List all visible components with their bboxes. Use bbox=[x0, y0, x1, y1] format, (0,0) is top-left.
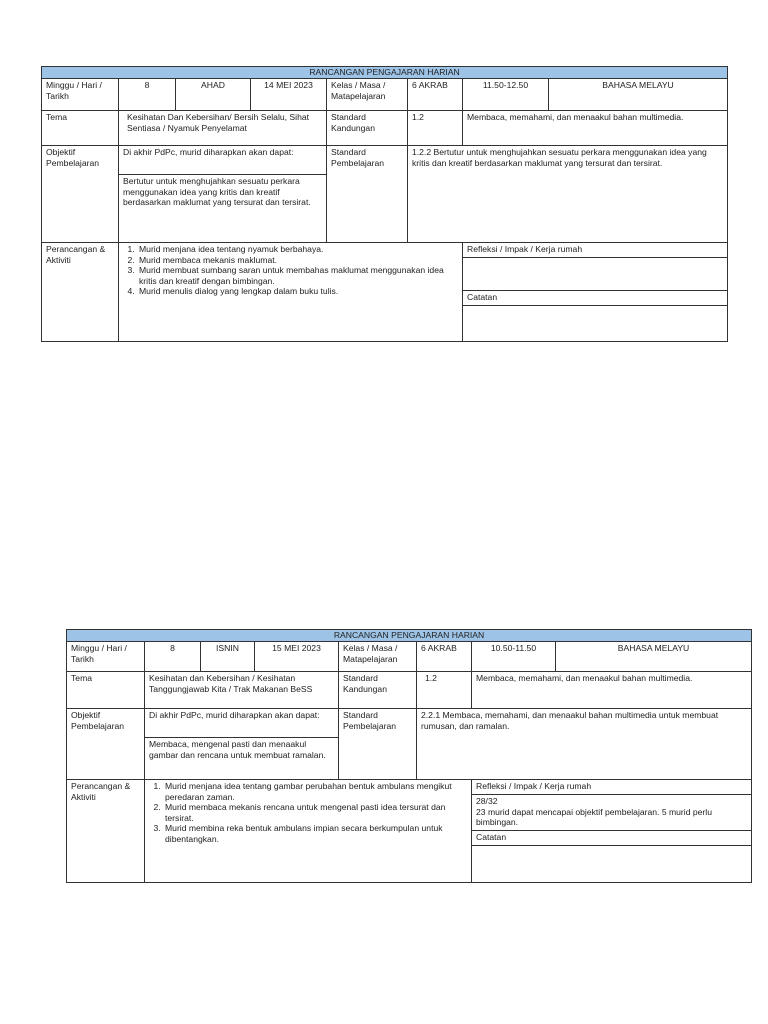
hari-value: AHAD bbox=[176, 79, 251, 111]
plan-header: RANCANGAN PENGAJARAN HARIAN bbox=[67, 630, 752, 642]
sp-text: 2.2.1 Membaca, memahami, dan menaakul bahan multimedia untuk membuat rumusan, dan ramalan. bbox=[417, 709, 752, 780]
aktiviti-list bbox=[149, 781, 467, 844]
objektif-text: Bertutur untuk menghujahkan sesuatu perkara menggunakan idea yang kritis dan kreatif berdasarkan maklumat yang tersurat dan tersirat. bbox=[123, 176, 311, 207]
aktiviti-list bbox=[123, 244, 458, 297]
refleksi-label: Refleksi / Impak / Kerja rumah bbox=[472, 780, 751, 795]
aktiviti-label: Perancangan & Aktiviti bbox=[42, 243, 119, 342]
aktiviti-cell bbox=[145, 780, 472, 883]
plan-header: RANCANGAN PENGAJARAN HARIAN bbox=[42, 67, 728, 79]
aktiviti-item: 3. Murid membina reka bentuk ambulans impian secara berkumpulan untuk dibentangkan. bbox=[163, 823, 467, 844]
tarikh-value: 15 MEI 2023 bbox=[255, 642, 339, 672]
aktiviti-item: 4. Murid menulis dialog yang lengkap dalam buku tulis. bbox=[137, 286, 458, 297]
aktiviti-item: 3. Murid membuat sumbang saran untuk membahas maklumat menggunakan idea kritis dan kreatif dengan bimbingan. bbox=[137, 265, 458, 286]
objektif-label: Objektif Pembelajaran bbox=[67, 709, 145, 780]
kelas-value: 6 AKRAB bbox=[417, 642, 472, 672]
catatan-value bbox=[463, 306, 727, 308]
sk-text: Membaca, memahami, dan menaakul bahan multimedia. bbox=[463, 111, 728, 146]
catatan-label: Catatan bbox=[472, 831, 751, 846]
kelas-label: Kelas / Masa / Matapelajaran bbox=[327, 79, 408, 111]
masa-value: 11.50-12.50 bbox=[463, 79, 549, 111]
subjek-value: BAHASA MELAYU bbox=[556, 642, 752, 672]
aktiviti-item: 2. Murid membaca mekanis rencana untuk mengenal pasti idea tersurat dan tersirat. bbox=[163, 802, 467, 823]
masa-value: 10.50-11.50 bbox=[472, 642, 556, 672]
minggu-value: 8 bbox=[119, 79, 176, 111]
objektif-label: Objektif Pembelajaran bbox=[42, 146, 119, 243]
aktiviti-item: 1. Murid menjana idea tentang gambar perubahan bentuk ambulans mengikut peredaran zaman. bbox=[163, 781, 467, 802]
aktiviti-item: 1. Murid menjana idea tentang nyamuk berbahaya. bbox=[137, 244, 458, 255]
sk-code: 1.2 bbox=[417, 672, 472, 709]
lesson-plan-table-1 bbox=[41, 66, 728, 342]
refleksi-line-1: 28/32 bbox=[476, 796, 498, 806]
aktiviti-cell bbox=[119, 243, 463, 342]
minggu-label: Minggu / Hari / Tarikh bbox=[67, 642, 145, 672]
kelas-value: 6 AKRAB bbox=[408, 79, 463, 111]
hari-value: ISNIN bbox=[201, 642, 255, 672]
refleksi-value bbox=[472, 795, 751, 831]
refleksi-catatan-cell bbox=[463, 243, 728, 342]
sp-label: Standard Pembelajaran bbox=[327, 146, 408, 243]
sk-code: 1.2 bbox=[408, 111, 463, 146]
tema-label: Tema bbox=[42, 111, 119, 146]
catatan-label: Catatan bbox=[463, 291, 727, 306]
sk-text: Membaca, memahami, dan menaakul bahan multimedia. bbox=[472, 672, 752, 709]
objektif-text: Membaca, mengenal pasti dan menaakul gambar dan rencana untuk membuat ramalan. bbox=[149, 739, 326, 760]
sp-label: Standard Pembelajaran bbox=[339, 709, 417, 780]
kelas-label: Kelas / Masa / Matapelajaran bbox=[339, 642, 417, 672]
sp-text: 1.2.2 Bertutur untuk menghujahkan sesuatu perkara menggunakan idea yang kritis dan kreatif berdasarkan maklumat yang tersurat dan tersirat. bbox=[408, 146, 728, 243]
aktiviti-item: 2. Murid membaca mekanis maklumat. bbox=[137, 255, 458, 266]
aktiviti-label: Perancangan & Aktiviti bbox=[67, 780, 145, 883]
subjek-value: BAHASA MELAYU bbox=[549, 79, 728, 111]
tema-label: Tema bbox=[67, 672, 145, 709]
minggu-label: Minggu / Hari / Tarikh bbox=[42, 79, 119, 111]
refleksi-catatan-cell bbox=[472, 780, 752, 883]
objektif-cell bbox=[119, 146, 327, 243]
refleksi-line-2: 23 murid dapat mencapai objektif pembelajaran. 5 murid perlu bimbingan. bbox=[476, 806, 712, 827]
minggu-value: 8 bbox=[145, 642, 201, 672]
objektif-cell bbox=[145, 709, 339, 780]
tarikh-value: 14 MEI 2023 bbox=[251, 79, 327, 111]
sk-label: Standard Kandungan bbox=[327, 111, 408, 146]
objektif-intro: Di akhir PdPc, murid diharapkan akan dapat: bbox=[145, 709, 338, 738]
objektif-intro: Di akhir PdPc, murid diharapkan akan dapat: bbox=[119, 146, 326, 175]
tema-value: Kesihatan Dan Kebersihan/ Bersih Selalu, Sihat Sentiasa / Nyamuk Penyelamat bbox=[119, 111, 327, 146]
refleksi-value bbox=[463, 258, 727, 291]
tema-value: Kesihatan dan Kebersihan / Kesihatan Tanggungjawab Kita / Trak Makanan BeSS bbox=[145, 672, 339, 709]
refleksi-label: Refleksi / Impak / Kerja rumah bbox=[463, 243, 727, 258]
catatan-value bbox=[472, 846, 751, 848]
sk-label: Standard Kandungan bbox=[339, 672, 417, 709]
lesson-plan-table-2 bbox=[66, 629, 752, 883]
